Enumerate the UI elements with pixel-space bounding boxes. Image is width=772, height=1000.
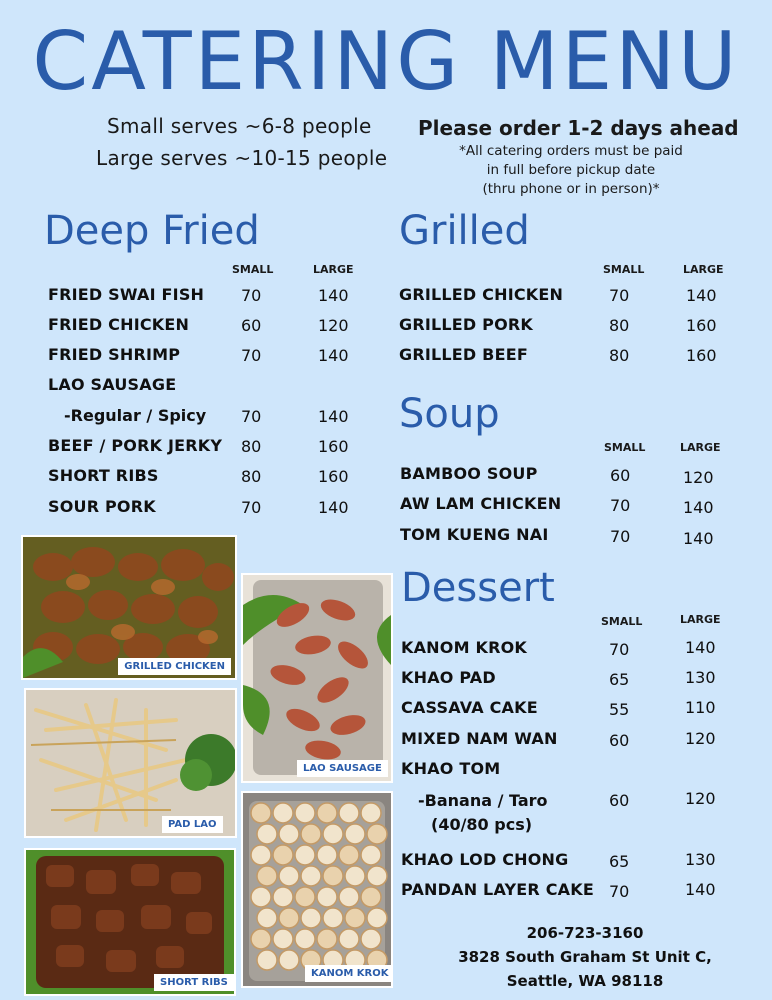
photo-short-ribs [24, 848, 236, 996]
short-ribs-image [26, 850, 234, 994]
kanom-krok-image [243, 793, 391, 986]
menu-item-large-price: 120 [318, 316, 349, 335]
menu-item-large-price: 110 [685, 698, 716, 717]
payment-note-line: in full before pickup date [486, 162, 656, 178]
photo-kanom-krok [241, 791, 393, 988]
menu-item-large-price: 130 [685, 850, 716, 869]
menu-item-name: FRIED SHRIMP [48, 345, 181, 364]
menu-item-small-price: 70 [241, 286, 262, 305]
menu-item-name: TOM KUENG NAI [400, 525, 549, 544]
photo-lao-sausage [241, 573, 393, 783]
menu-item-name: KANOM KROK [401, 638, 527, 657]
photo-caption: SHORT RIBS [154, 974, 234, 991]
section-heading-soup: Soup [399, 391, 500, 437]
section-heading-deep-fried: Deep Fried [44, 208, 260, 254]
section-heading-dessert: Dessert [401, 565, 555, 611]
menu-item-large-price: 140 [318, 498, 349, 517]
small-serving-note: Small serves ~6-8 people [107, 114, 372, 138]
menu-item-name: SOUR PORK [48, 497, 156, 516]
menu-item-large-price: 140 [686, 286, 717, 305]
menu-item-name: CASSAVA CAKE [401, 698, 538, 717]
menu-item-name: GRILLED CHICKEN [399, 285, 564, 304]
menu-item-small-price: 80 [241, 467, 262, 486]
photo-caption: LAO SAUSAGE [297, 760, 388, 777]
menu-item-large-price: 120 [685, 729, 716, 748]
menu-item-name: SHORT RIBS [48, 466, 159, 485]
menu-item-name: LAO SAUSAGE [48, 375, 177, 394]
menu-item-name: KHAO TOM [401, 759, 501, 778]
menu-item-small-price: 80 [241, 437, 262, 456]
contact-info [440, 921, 730, 993]
phone-number: 206-723-3160 [526, 924, 644, 942]
order-ahead-heading: Please order 1-2 days ahead [418, 116, 739, 140]
menu-item-small-price: 70 [610, 496, 631, 515]
menu-item-small-price: 80 [609, 346, 630, 365]
pad-lao-image [26, 690, 235, 836]
address-line: Seattle, WA 98118 [506, 972, 664, 990]
menu-item-large-price: 140 [318, 346, 349, 365]
menu-item-small-price: 70 [609, 640, 630, 659]
menu-item-note: (40/80 pcs) [431, 815, 533, 834]
menu-item-name: GRILLED PORK [399, 315, 534, 334]
menu-item-name: KHAO LOD CHONG [401, 850, 569, 869]
payment-note-line: *All catering orders must be paid [459, 143, 683, 159]
section-heading-grilled: Grilled [399, 208, 530, 254]
menu-item-name: FRIED SWAI FISH [48, 285, 205, 304]
photo-caption: PAD LAO [162, 816, 223, 833]
menu-item-large-price: 160 [686, 316, 717, 335]
menu-item-large-price: 160 [318, 467, 349, 486]
column-header-large: LARGE [683, 263, 724, 276]
menu-item-name: BAMBOO SOUP [400, 464, 538, 483]
column-header-large: LARGE [680, 441, 721, 454]
menu-item-small-price: 70 [241, 498, 262, 517]
menu-item-small-price: 70 [609, 882, 630, 901]
menu-item-large-price: 160 [318, 437, 349, 456]
menu-item-small-price: 60 [241, 316, 262, 335]
menu-item-large-price: 140 [318, 286, 349, 305]
payment-note-line: (thru phone or in person)* [482, 181, 660, 197]
menu-item-small-price: 65 [609, 852, 630, 871]
menu-item-large-price: 140 [685, 638, 716, 657]
menu-item-small-price: 65 [609, 670, 630, 689]
menu-item-name: KHAO PAD [401, 668, 496, 687]
column-header-large: LARGE [680, 613, 721, 626]
photo-caption: KANOM KROK [305, 965, 393, 982]
photo-pad-lao [24, 688, 237, 838]
menu-item-small-price: 70 [610, 527, 631, 546]
menu-item-large-price: 140 [685, 880, 716, 899]
menu-item-small-price: 70 [241, 346, 262, 365]
address-line: 3828 South Graham St Unit C, [458, 948, 712, 966]
menu-item-large-price: 140 [683, 498, 714, 517]
menu-item-large-price: 120 [685, 789, 716, 808]
column-header-small: SMALL [603, 263, 645, 276]
menu-item-name: GRILLED BEEF [399, 345, 528, 364]
photo-caption: GRILLED CHICKEN [118, 658, 231, 675]
menu-item-small-price: 80 [609, 316, 630, 335]
menu-item-name: FRIED CHICKEN [48, 315, 190, 334]
menu-item-large-price: 140 [318, 407, 349, 426]
column-header-small: SMALL [601, 615, 643, 628]
column-header-small: SMALL [604, 441, 646, 454]
menu-item-small-price: 60 [609, 731, 630, 750]
column-header-small: SMALL [232, 263, 274, 276]
menu-item-large-price: 130 [685, 668, 716, 687]
menu-item-variant: -Banana / Taro [418, 791, 548, 810]
grilled-chicken-image [23, 537, 235, 678]
menu-item-small-price: 55 [609, 700, 630, 719]
menu-item-name: AW LAM CHICKEN [400, 494, 562, 513]
menu-item-large-price: 140 [683, 529, 714, 548]
photo-grilled-chicken [21, 535, 237, 680]
payment-note [418, 142, 724, 199]
menu-item-small-price: 60 [609, 791, 630, 810]
menu-item-small-price: 70 [609, 286, 630, 305]
menu-item-name: MIXED NAM WAN [401, 729, 558, 748]
menu-item-variant: -Regular / Spicy [64, 406, 207, 425]
lao-sausage-image [243, 575, 391, 781]
menu-item-small-price: 60 [610, 466, 631, 485]
menu-item-name: PANDAN LAYER CAKE [401, 880, 594, 899]
menu-item-small-price: 70 [241, 407, 262, 426]
menu-item-large-price: 120 [683, 468, 714, 487]
large-serving-note: Large serves ~10-15 people [96, 146, 388, 170]
menu-item-large-price: 160 [686, 346, 717, 365]
page-title: CATERING MENU [32, 15, 740, 108]
menu-item-name: BEEF / PORK JERKY [48, 436, 223, 455]
column-header-large: LARGE [313, 263, 354, 276]
